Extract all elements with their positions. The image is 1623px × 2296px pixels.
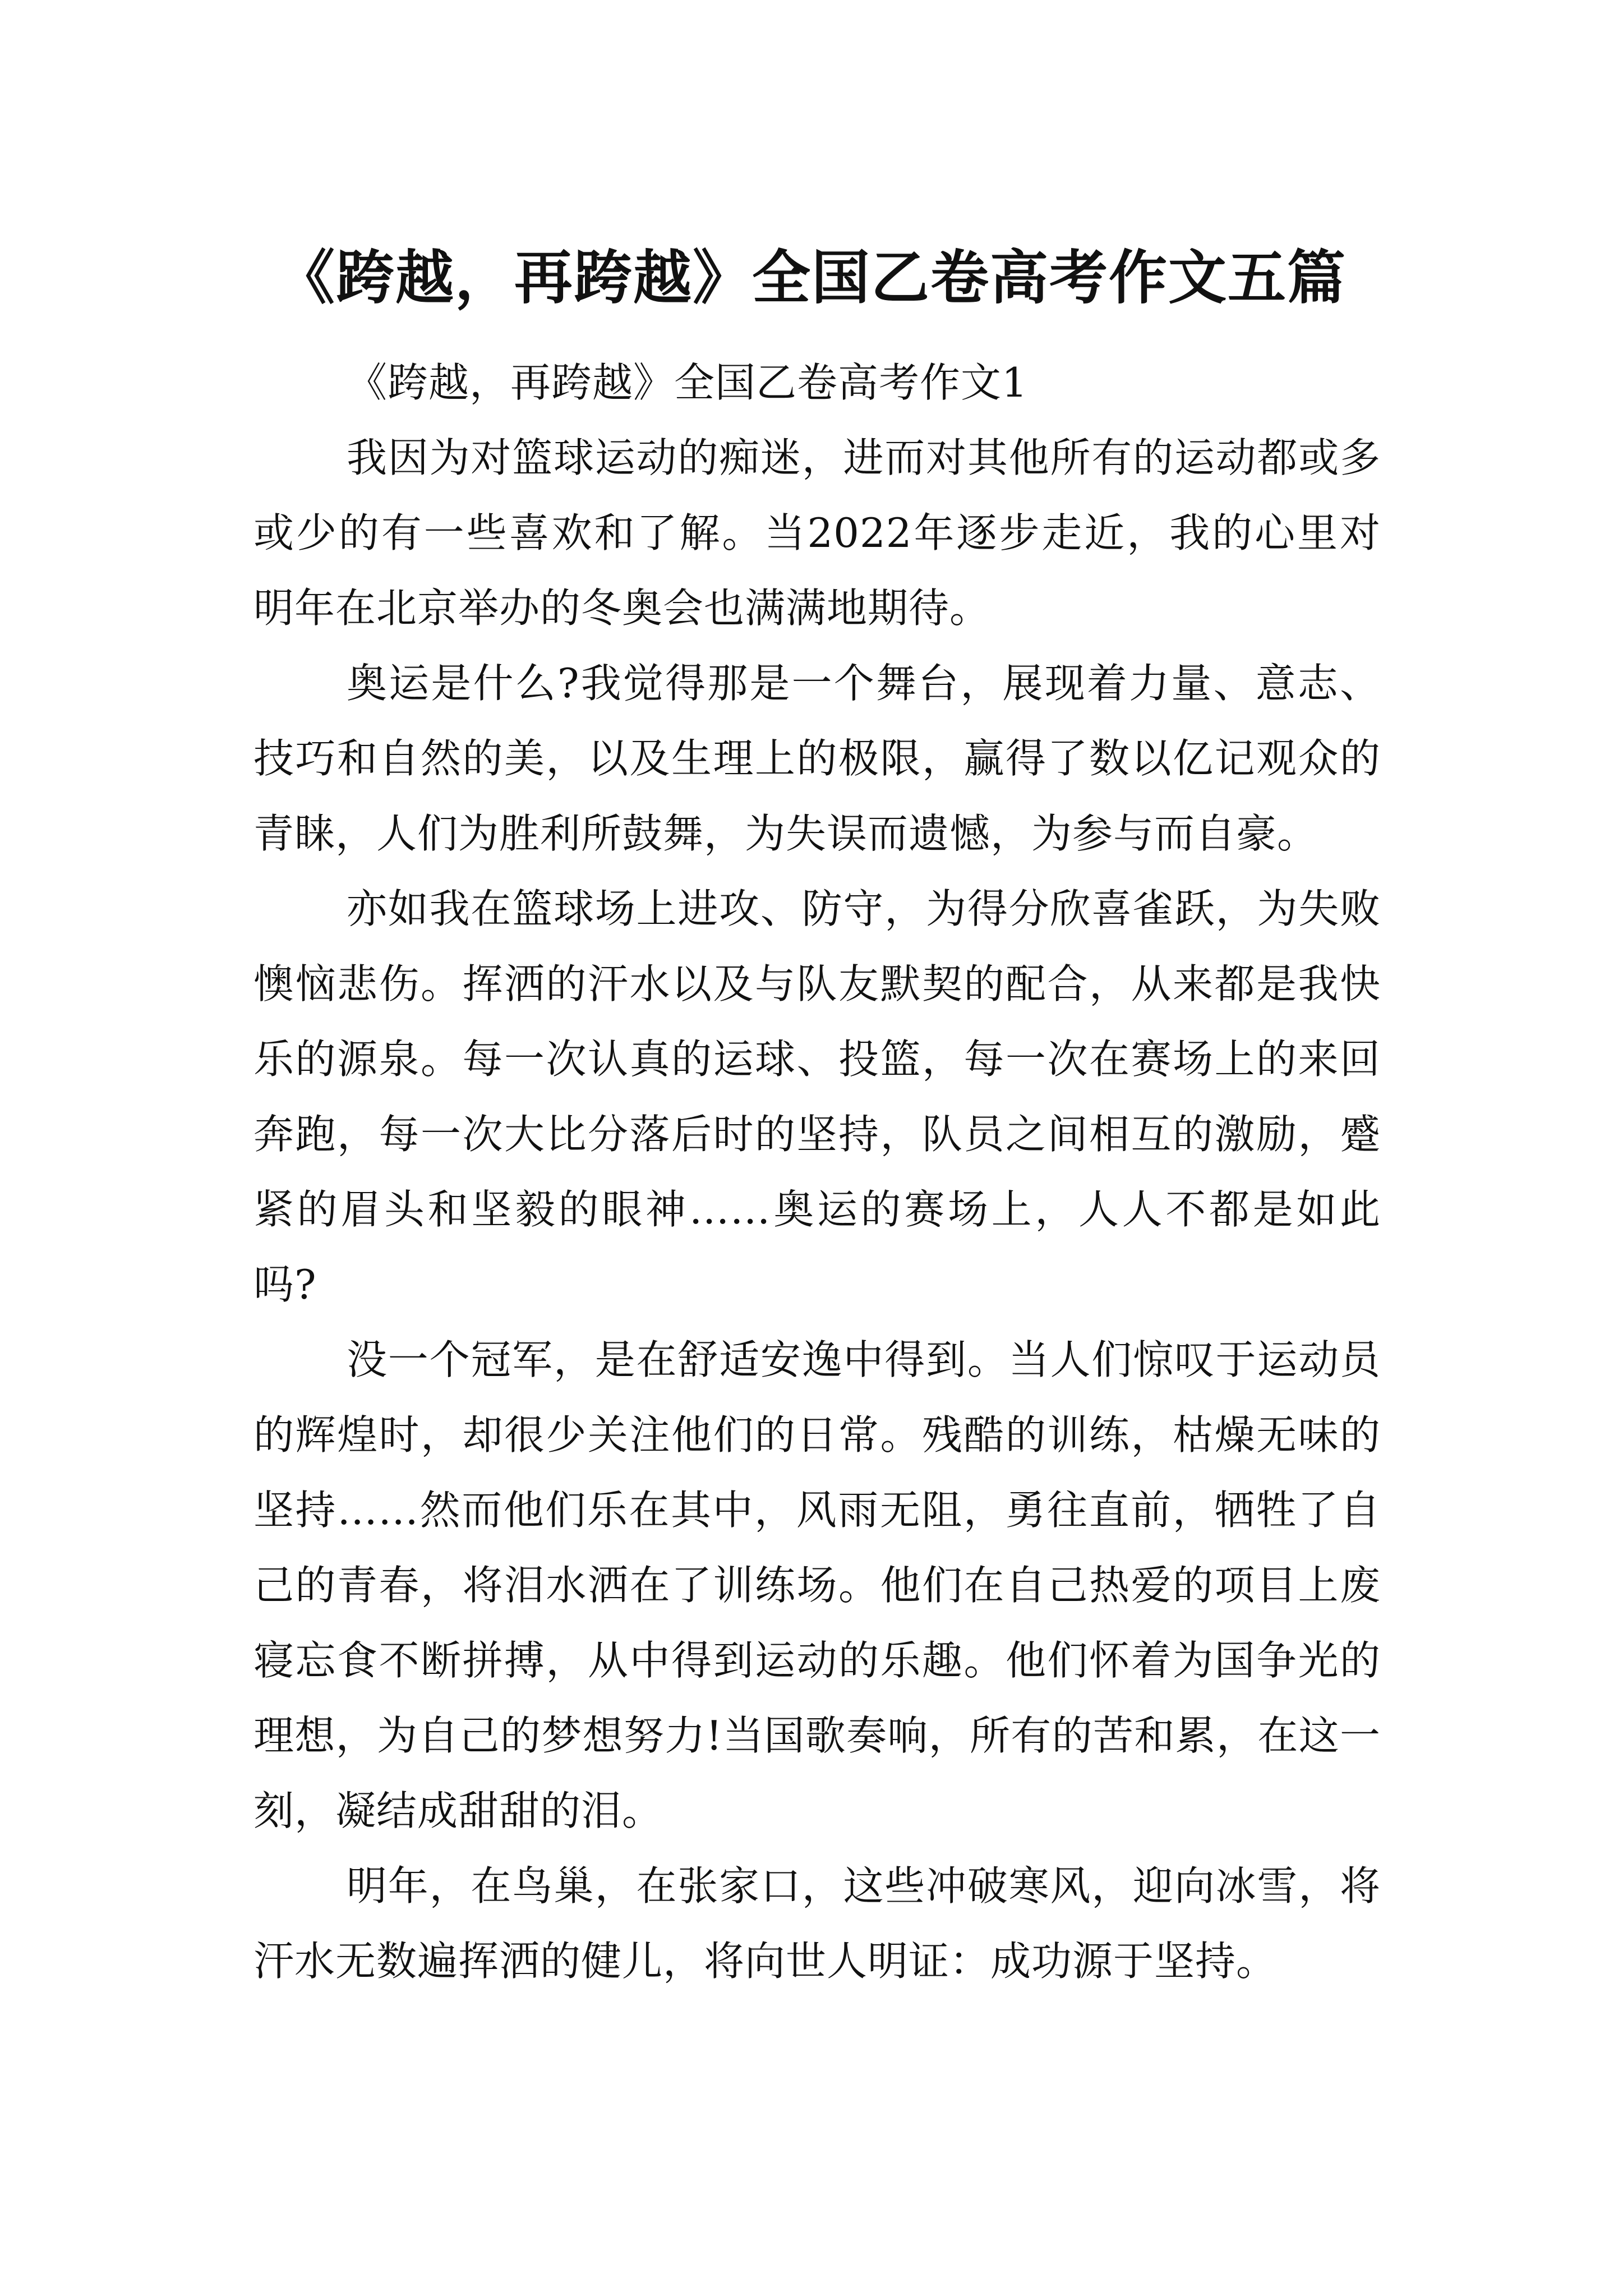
paragraph: 没一个冠军，是在舒适安逸中得到。当人们惊叹于运动员的辉煌时，却很少关注他们的日常。残酷的训练，枯燥无味的坚持……然而他们乐在其中，风雨无阻，勇往直前，牺牲了自己的青春，将泪水洒在了训练场。他们在自己热爱的项目上废寝忘食不断拼搏，从中得到运动的乐趣。他们怀着为国争光的理想，为自己的梦想努力!当国歌奏响，所有的苦和累，在这一刻，凝结成甜甜的泪。 [253, 1336, 1381, 1834]
document-title: 《跨越，再跨越》全国乙卷高考作文五篇 [276, 242, 1347, 312]
essay-heading: 《跨越，再跨越》全国乙卷高考作文1 [347, 359, 1028, 406]
paragraph: 明年，在鸟巢，在张家口，这些冲破寒风，迎向冰雪，将汗水无数遍挥洒的健儿，将向世人明证：成功源于坚持。 [253, 1862, 1381, 1985]
document-body [253, 345, 1381, 1999]
paragraph: 我因为对篮球运动的痴迷，进而对其他所有的运动都或多或少的有一些喜欢和了解。当2022年逐步走近，我的心里对明年在北京举办的冬奥会也满满地期待。 [253, 434, 1381, 632]
paragraph: 奥运是什么?我觉得那是一个舞台，展现着力量、意志、技巧和自然的美，以及生理上的极限，赢得了数以亿记观众的青睐，人们为胜利所鼓舞，为失误而遗憾，为参与而自豪。 [253, 660, 1381, 857]
paragraph: 亦如我在篮球场上进攻、防守，为得分欣喜雀跃，为失败懊恼悲伤。挥洒的汗水以及与队友默契的配合，从来都是我快乐的源泉。每一次认真的运球、投篮，每一次在赛场上的来回奔跑，每一次大比分落后时的坚持，队员之间相互的激励，蹙紧的眉头和坚毅的眼神……奥运的赛场上，人人不都是如此吗? [253, 885, 1381, 1308]
